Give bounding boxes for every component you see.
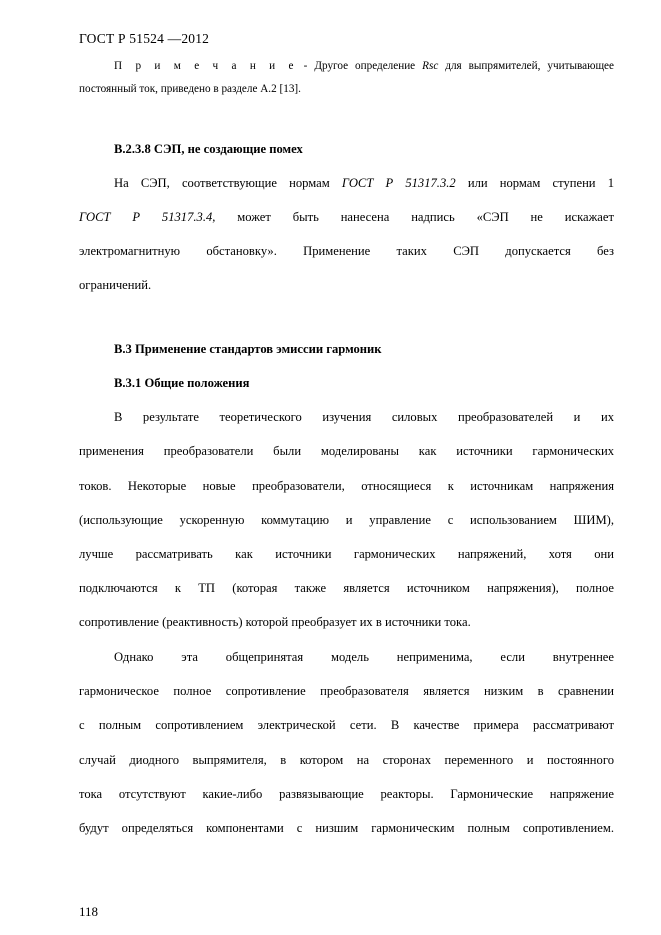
note-dash: - <box>303 60 308 72</box>
b238-std-ref-2: ГОСТ Р 51317.3.4 <box>79 210 213 224</box>
para2-line-4: случай диодного выпрямителя, в котором на сторонах переменного и постоянного <box>79 753 614 767</box>
b238-std-ref-1: ГОСТ Р 51317.3.2 <box>341 176 456 190</box>
para1-line-2: применения преобразователи были моделированы как источники гармонических <box>79 444 614 458</box>
b238-line-1 <box>114 175 614 191</box>
para2-line-5: тока отсутствуют какие-либо развязывающие реакторы. Гармонические напряжение <box>79 787 614 801</box>
para2-line-3: с полным сопротивлением электрической сети. В качестве примера рассматривают <box>79 718 614 732</box>
note-line-1 <box>114 58 614 74</box>
b238-line-3: электромагнитную обстановку». Применение таких СЭП допускается без <box>79 244 614 258</box>
para1-line-1: В результате теоретического изучения силовых преобразователей и их <box>114 410 614 424</box>
b238-line-1-text-b: или нормам ступени 1 <box>467 176 614 190</box>
page-number: 118 <box>79 904 99 919</box>
para1-line-4: (использующие ускоренную коммутацию и управление с использованием ШИМ), <box>79 513 614 527</box>
para1-line-3: токов. Некоторые новые преобразователи, относящиеся к источникам напряжения <box>79 479 614 493</box>
para1-line-6: подключаются к ТП (которая также является источником напряжения), полное <box>79 581 614 595</box>
note-line-2: постоянный ток, приведено в разделе А.2 [13]. <box>79 83 301 95</box>
b238-line-2 <box>79 209 614 225</box>
note-label: П р и м е ч а н и е <box>114 60 297 72</box>
document-header: ГОСТ Р 51524 —2012 <box>79 31 210 46</box>
note-text-before: Другое определение <box>314 60 416 72</box>
note-text-after: для выпрямителей, учитывающее <box>445 60 614 72</box>
section-heading-b3: В.3 Применение стандартов эмиссии гармоник <box>114 342 382 356</box>
b238-line-1-text-a: На СЭП, соответствующие нормам <box>114 176 330 190</box>
subsection-heading-b31: В.3.1 Общие положения <box>114 376 250 390</box>
para1-line-7: сопротивление (реактивность) которой преобразует их в источники тока. <box>79 615 471 629</box>
para2-line-2: гармоническое полное сопротивление преобразователя является низким в сравнении <box>79 684 614 698</box>
para2-line-1: Однако эта общепринятая модель неприменима, если внутреннее <box>114 650 614 664</box>
note-symbol: Rsc <box>422 60 439 72</box>
b238-line-2-text: , может быть нанесена надпись «СЭП не искажает <box>212 210 614 224</box>
b238-line-4: ограничений. <box>79 278 152 292</box>
section-heading-b238: В.2.3.8 СЭП, не создающие помех <box>114 142 303 156</box>
para1-line-5: лучше рассматривать как источники гармонических напряжений, хотя они <box>79 547 614 561</box>
para2-line-6: будут определяться компонентами с низшим гармоническим полным сопротивлением. <box>79 821 614 835</box>
